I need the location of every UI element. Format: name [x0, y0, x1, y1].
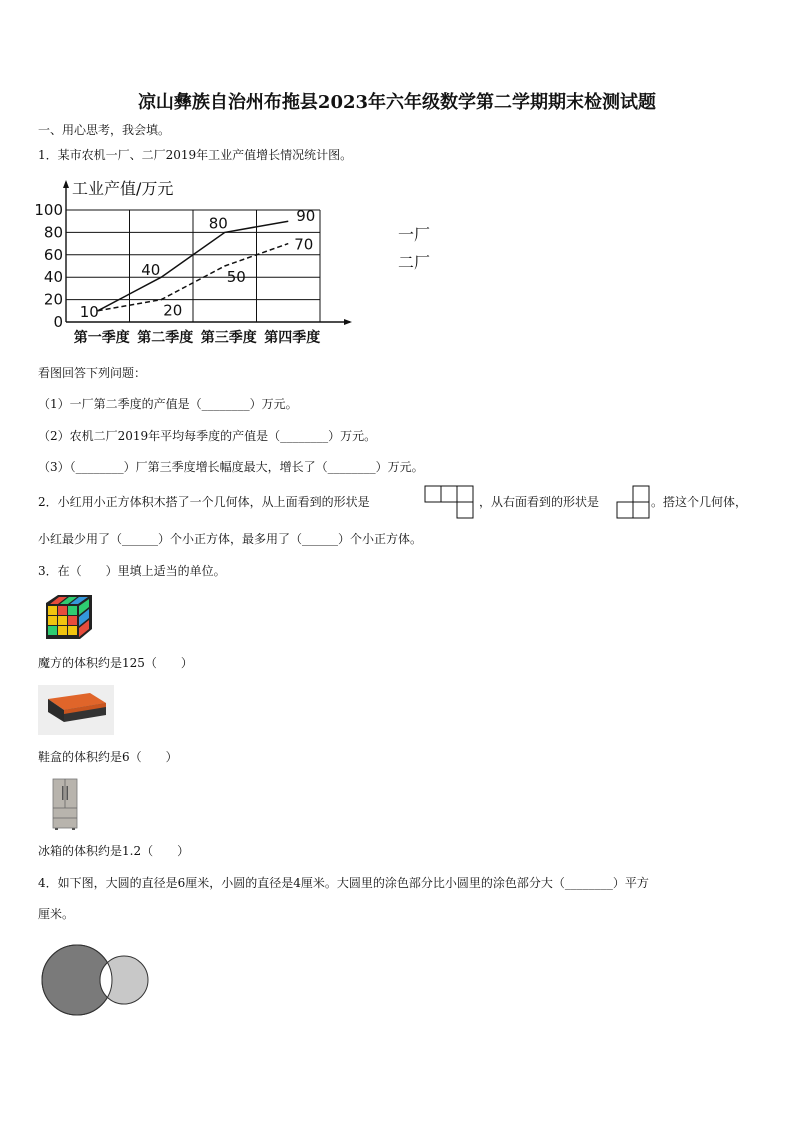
y-tick-label: 0	[53, 313, 63, 331]
question-2-part-a: 2．小红用小正方体积木搭了一个几何体，从上面看到的形状是	[38, 495, 370, 509]
overlapping-circles-figure	[40, 940, 154, 1020]
data-label: 40	[141, 261, 161, 280]
question-2-part-b: ，从右面看到的形状是	[479, 495, 600, 509]
refrigerator-image	[50, 778, 80, 830]
x-tick-label: 第四季度	[264, 330, 321, 346]
x-tick-label: 第二季度	[137, 330, 194, 346]
x-tick-label: 第一季度	[73, 330, 130, 346]
line-chart	[30, 172, 450, 352]
y-tick-label: 20	[43, 290, 63, 309]
y-tick-label: 100	[34, 201, 63, 219]
shoebox-image	[38, 685, 114, 735]
section-heading: 一、用心思考，我会填。	[38, 123, 171, 137]
question-3-item-c: 冰箱的体积约是1.2（ ）	[38, 844, 190, 858]
legend-label: 一厂	[398, 225, 431, 244]
y-tick-label: 40	[43, 268, 63, 287]
right-view-figure	[615, 485, 653, 520]
x-tick-label: 第三季度	[200, 330, 257, 346]
question-1-sub-1: （1）一厂第二季度的产值是（________）万元。	[38, 397, 298, 411]
question-1-stem: 1．某市农机一厂、二厂2019年工业产值增长情况统计图。	[38, 148, 353, 162]
top-view-figure	[424, 485, 476, 520]
question-1-sub-2: （2）农机二厂2019年平均每季度的产值是（________）万元。	[38, 429, 377, 443]
y-axis-arrow	[63, 180, 69, 188]
question-3-item-a: 魔方的体积约是125（ ）	[38, 656, 193, 670]
data-label: 80	[208, 214, 228, 233]
question-1-sub-3: （3）（________）厂第三季度增长幅度最大，增长了（________）万元。	[38, 460, 424, 474]
question-4-line-1: 4．如下图，大圆的直径是6厘米，小圆的直径是4厘米。大圆里的涂色部分比小圆里的涂色部分大（________）平方	[38, 876, 649, 890]
y-axis-label: 工业产值/万元	[72, 179, 174, 198]
question-2-line-2: 小红最少用了（______）个小正方体，最多用了（______）个小正方体。	[38, 532, 423, 546]
data-label: 50	[226, 268, 246, 286]
legend-label: 二厂	[398, 253, 431, 272]
data-label: 70	[294, 235, 314, 254]
page-title: 凉山彝族自治州布拖县2023年六年级数学第二学期期末检测试题	[137, 92, 657, 113]
question-2-part-c: 。搭这个几何体，	[651, 495, 748, 509]
question-3-stem: 3．在（ ）里填上适当的单位。	[38, 564, 226, 578]
data-label: 20	[163, 301, 183, 320]
data-label: 90	[296, 207, 316, 226]
question-1-prompt: 看图回答下列问题：	[38, 366, 147, 380]
x-axis-arrow	[344, 319, 352, 325]
rubiks-cube-image	[42, 593, 94, 641]
question-4-line-2: 厘米。	[38, 907, 75, 921]
y-tick-label: 80	[43, 223, 63, 242]
y-tick-label: 60	[43, 245, 63, 264]
question-3-item-b: 鞋盒的体积约是6（ ）	[38, 750, 178, 764]
data-label: 10	[79, 302, 99, 321]
